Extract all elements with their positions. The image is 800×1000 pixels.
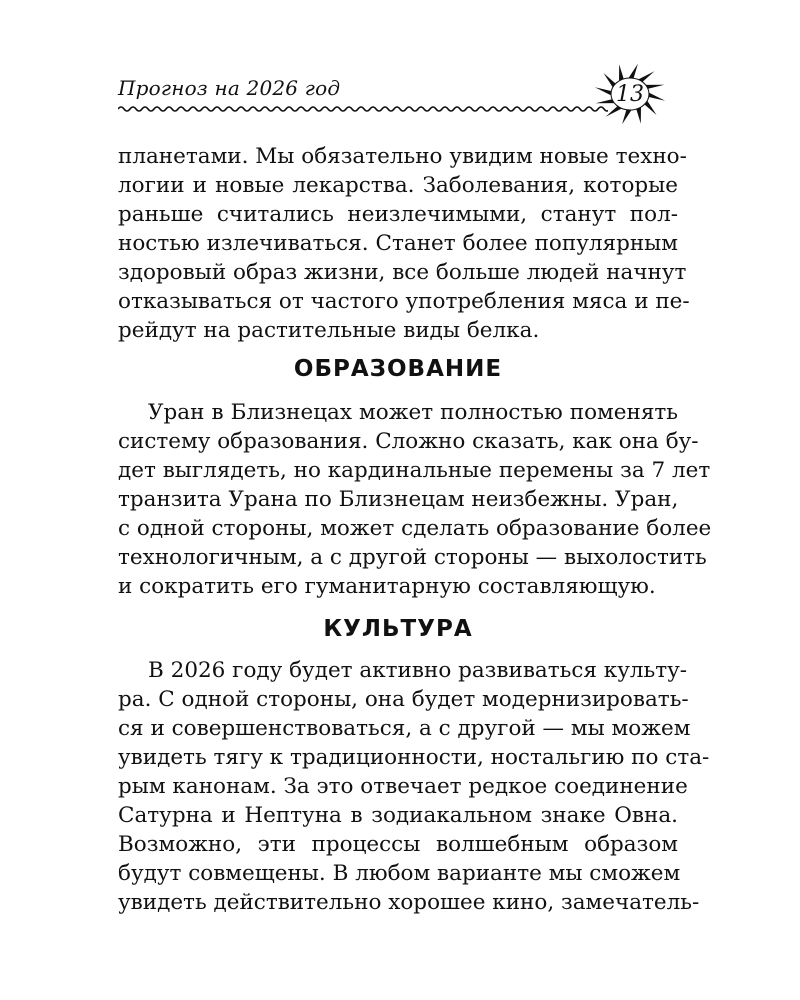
text-line: с одной стороны, может сделать образование более (118, 516, 712, 541)
page-number-ornament (592, 62, 668, 126)
text-line: Сатурна и Нептуна в зодиакальном знаке Овна. (118, 803, 678, 828)
text-line: увидеть действительно хорошее кино, замечатель- (118, 890, 700, 915)
paragraph-3 (118, 656, 710, 917)
text-line: и сократить его гуманитарную составляющую. (118, 574, 656, 599)
running-header: Прогноз на 2026 год (118, 76, 341, 100)
text-line: транзита Урана по Близнецам неизбежны. Уран, (118, 487, 679, 512)
text-line: Возможно, эти процессы волшебным образом (118, 832, 678, 857)
text-line: планетами. Мы обязательно увидим новые техно- (118, 144, 687, 169)
section-heading-culture: КУЛЬТУРА (323, 616, 473, 642)
text-line: здоровый образ жизни, все больше людей начнут (118, 260, 687, 285)
section-heading-education: ОБРАЗОВАНИЕ (293, 356, 503, 382)
paragraph-1 (118, 142, 690, 345)
text-line: будут совмещены. В любом варианте мы сможем (118, 861, 681, 886)
text-line: дет выглядеть, но кардинальные перемены за 7 лет (118, 458, 711, 483)
paragraph-2 (118, 398, 712, 601)
text-line: ностью излечиваться. Станет более популярным (118, 231, 678, 256)
text-line: увидеть тягу к традиционности, ностальгию по ста- (118, 745, 710, 770)
header-wave-rule (118, 104, 608, 114)
text-line: рейдут на растительные виды белка. (118, 318, 540, 343)
text-line: ся и совершенствоваться, а с другой — мы можем (118, 716, 691, 741)
text-line: рым канонам. За это отвечает редкое соединение (118, 774, 688, 799)
text-line: ра. С одной стороны, она будет модернизировать- (118, 687, 689, 712)
text-line: раньше считались неизлечимыми, станут пол- (118, 202, 678, 227)
text-line: систему образования. Сложно сказать, как она бу- (118, 429, 699, 454)
text-line: технологичным, а с другой стороны — выхолостить (118, 545, 707, 570)
text-line: В 2026 году будет активно развиваться культу- (148, 658, 688, 683)
text-line: логии и новые лекарства. Заболевания, которые (118, 173, 678, 198)
text-line: Уран в Близнецах может полностью поменять (148, 400, 678, 425)
text-line: отказываться от частого употребления мяса и пе- (118, 289, 690, 314)
page-number: 13 (616, 81, 644, 107)
